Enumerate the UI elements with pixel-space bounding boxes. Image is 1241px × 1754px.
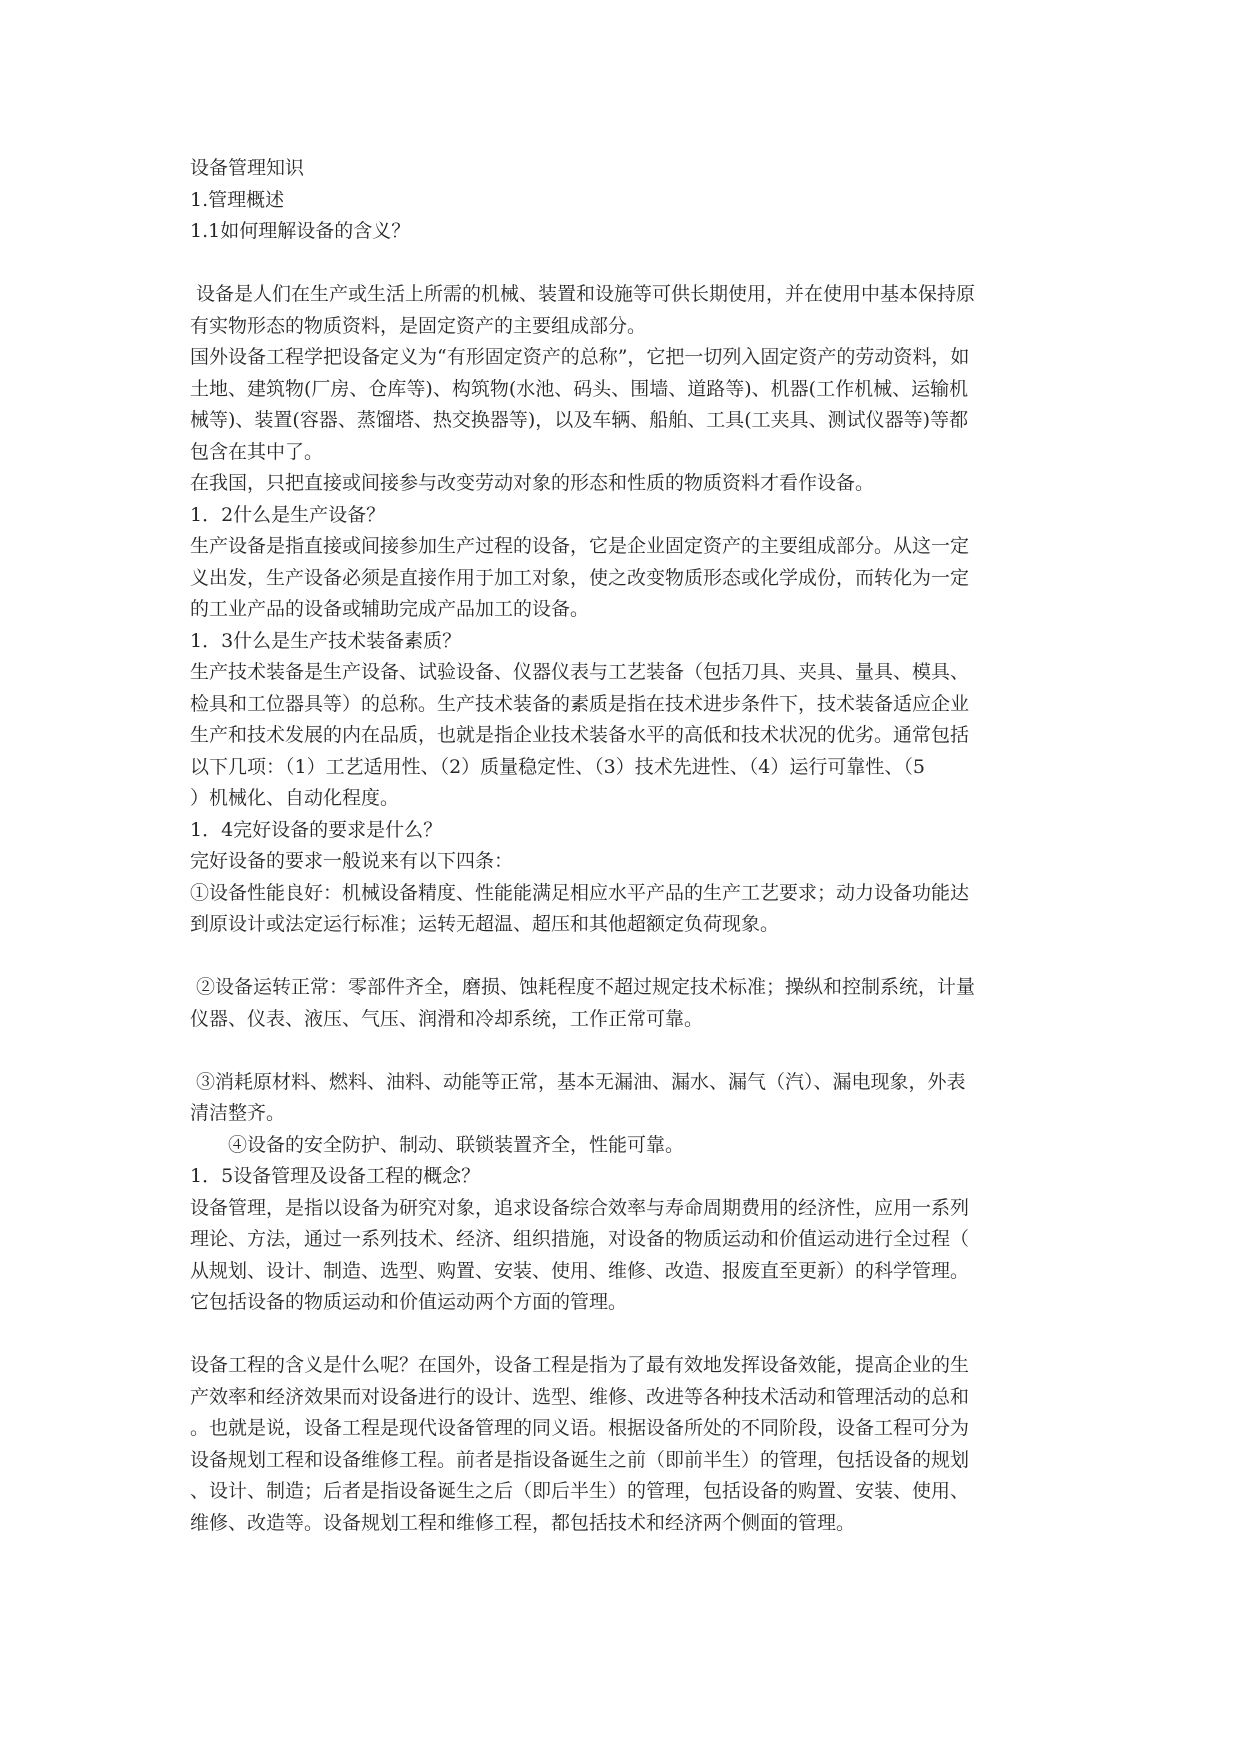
paragraph-line: 械等)、装置(容器、蒸馏塔、热交换器等)，以及车辆、船舶、工具(工夹具、测试仪器等)等都 — [190, 409, 969, 431]
paragraph-line: 完好设备的要求一般说来有以下四条： — [190, 850, 514, 872]
paragraph-line: 生产技术装备是生产设备、试验设备、仪器仪表与工艺装备（包括刀具、夹具、量具、模具、 — [190, 661, 970, 683]
paragraph-line: 设备规划工程和设备维修工程。前者是指设备诞生之前（即前半生）的管理，包括设备的规划 — [190, 1448, 970, 1471]
paragraph-line: 包含在其中了。 — [190, 440, 324, 463]
paragraph-line: ）机械化、自动化程度。 — [190, 787, 400, 809]
subsection-heading: 1．4完好设备的要求是什么？ — [190, 818, 443, 841]
paragraph-line: 有实物形态的物质资料，是固定资产的主要组成部分。 — [190, 314, 647, 337]
paragraph-line: 的工业产品的设备或辅助完成产品加工的设备。 — [190, 598, 590, 620]
blank-line — [190, 248, 1060, 280]
list-item-line: ④设备的安全防护、制动、联锁装置齐全，性能可靠。 — [228, 1133, 685, 1156]
document-title: 设备管理知识 — [190, 157, 305, 179]
paragraph-line: 理论、方法，通过一系列技术、经济、组织措施，对设备的物质运动和价值运动进行全过程（ — [190, 1228, 970, 1250]
subsection-heading: 1．5设备管理及设备工程的概念？ — [190, 1165, 481, 1187]
paragraph-line: 设备是人们在生产或生活上所需的机械、装置和设施等可供长期使用，并在使用中基本保持原 — [196, 283, 976, 305]
blank-line — [190, 1319, 1060, 1351]
subsection-heading: 1．3什么是生产技术装备素质？ — [190, 629, 462, 652]
subsection-heading: 1．2什么是生产设备？ — [190, 503, 386, 526]
paragraph-line: 、设计、制造；后者是指设备诞生之后（即后半生）的管理，包括设备的购置、安装、使用、 — [190, 1480, 970, 1502]
paragraph-line: 生产和技术发展的内在品质，也就是指企业技术装备水平的高低和技术状况的优劣。通常包括 — [190, 724, 970, 746]
paragraph-line: 从规划、设计、制造、选型、购置、安装、使用、维修、改造、报废直至更新）的科学管理。 — [190, 1259, 970, 1282]
list-item-line: ①设备性能良好：机械设备精度、性能能满足相应水平产品的生产工艺要求；动力设备功能达 — [190, 881, 970, 904]
paragraph-line: 国外设备工程学把设备定义为“有形固定资产的总称”，它把一切列入固定资产的劳动资料，如 — [190, 346, 970, 368]
list-item-line: 到原设计或法定运行标准；运转无超温、超压和其他超额定负荷现象。 — [190, 913, 780, 935]
section-heading: 1.管理概述 — [190, 188, 285, 211]
paragraph-line: 土地、建筑物(厂房、仓库等)、构筑物(水池、码头、围墙、道路等)、机器(工作机械、运输机 — [190, 377, 969, 400]
list-item-line: 仪器、仪表、液压、气压、润滑和冷却系统，工作正常可靠。 — [190, 1007, 704, 1030]
list-item-line: ③消耗原材料、燃料、油料、动能等正常，基本无漏油、漏水、漏气（汽）、漏电现象，外表 — [196, 1070, 966, 1093]
list-item-line: 清洁整齐。 — [190, 1102, 286, 1124]
list-item-line: ②设备运转正常：零部件齐全，磨损、蚀耗程度不超过规定技术标准；操纵和控制系统，计量 — [196, 976, 976, 998]
paragraph-line: 。也就是说，设备工程是现代设备管理的同义语。根据设备所处的不同阶段，设备工程可分为 — [190, 1417, 970, 1439]
paragraph-line: 它包括设备的物质运动和价值运动两个方面的管理。 — [190, 1291, 628, 1313]
document-page — [190, 153, 1060, 1539]
paragraph-line: 产效率和经济效果而对设备进行的设计、选型、维修、改进等各种技术活动和管理活动的总和 — [190, 1385, 970, 1408]
paragraph-line: 设备管理，是指以设备为研究对象，追求设备综合效率与寿命周期费用的经济性，应用一系列 — [190, 1196, 970, 1219]
subsection-heading: 1.1如何理解设备的含义？ — [190, 220, 411, 242]
paragraph-line: 检具和工位器具等）的总称。生产技术装备的素质是指在技术进步条件下，技术装备适应企业 — [190, 692, 970, 715]
blank-line — [190, 941, 1060, 973]
paragraph-line: 设备工程的含义是什么呢？在国外，设备工程是指为了最有效地发挥设备效能，提高企业的生 — [190, 1354, 970, 1376]
blank-line — [190, 1035, 1060, 1067]
paragraph-line: 生产设备是指直接或间接参加生产过程的设备，它是企业固定资产的主要组成部分。从这一定 — [190, 535, 970, 557]
paragraph-line: 在我国，只把直接或间接参与改变劳动对象的形态和性质的物质资料才看作设备。 — [190, 472, 875, 494]
paragraph-line: 维修、改造等。设备规划工程和维修工程，都包括技术和经济两个侧面的管理。 — [190, 1511, 856, 1534]
paragraph-line: 义出发，生产设备必须是直接作用于加工对象，使之改变物质形态或化学成份，而转化为一定 — [190, 566, 970, 589]
paragraph-line: 以下几项：（1）工艺适用性、（2）质量稳定性、（3）技术先进性、（4）运行可靠性、（5 — [190, 755, 925, 778]
